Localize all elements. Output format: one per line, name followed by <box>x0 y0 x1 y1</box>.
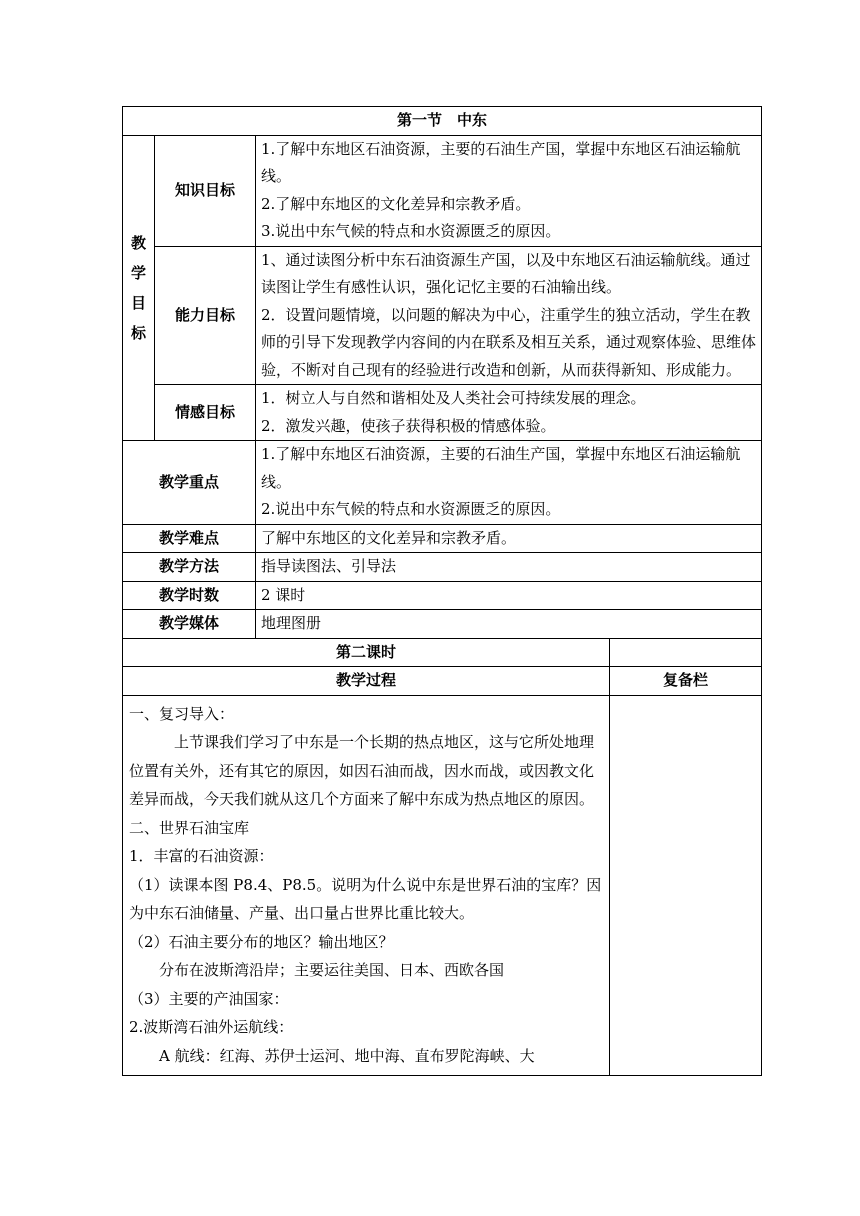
lesson-plan-page <box>122 106 761 1076</box>
hours-label: 教学时数 <box>123 581 256 610</box>
hours-value: 2 课时 <box>256 581 762 610</box>
knowledge-objective-label: 知识目标 <box>155 135 256 246</box>
difficulty-value: 了解中东地区的文化差异和宗教矛盾。 <box>256 524 762 553</box>
method-value: 指导读图法、引导法 <box>256 553 762 582</box>
process-header: 教学过程 <box>123 667 610 696</box>
section2-title: 二、世界石油宝库 <box>129 818 250 837</box>
item1: 1．丰富的石油资源： <box>129 847 274 865</box>
emotion-objective-content: 1．树立人与自然和谐相处及人类社会可持续发展的理念。 2．激发兴趣，使孩子获得积极的情感体验。 <box>256 385 762 441</box>
difficulty-label: 教学难点 <box>123 524 256 553</box>
page-title: 第一节 中东 <box>123 107 762 136</box>
key-points-label: 教学重点 <box>123 441 256 525</box>
process-content <box>123 695 610 1075</box>
lesson-notes-cell <box>610 638 762 667</box>
media-label: 教学媒体 <box>123 610 256 639</box>
objectives-group-label: 教 学 目 标 <box>123 135 155 441</box>
question-1: （1）读课本图 P8.4、P8.5。说明为什么说中东是世界石油的宝库？因为中东石油储量、产量、出口量占世界比重比较大。 <box>129 875 602 922</box>
review-text: 上节课我们学习了中东是一个长期的热点地区，这与它所处地理位置有关外，还有其它的原因，如因石油而战，因水而战，或因教文化差异而战，今天我们就从这几个方面来了解中东成为热点地区的原因。 <box>129 733 595 808</box>
emotion-objective-label: 情感目标 <box>155 385 256 441</box>
route-a: A 航线：红海、苏伊士运河、地中海、直布罗陀海峡、大 <box>159 1046 535 1065</box>
media-value: 地理图册 <box>256 610 762 639</box>
lesson-label: 第二课时 <box>123 638 610 667</box>
lesson-plan-table <box>122 106 762 1076</box>
knowledge-objective-content: 1.了解中东地区石油资源，主要的石油生产国，掌握中东地区石油运输航线。 2.了解中东地区的文化差异和宗教矛盾。 3.说出中东气候的特点和水资源匮乏的原因。 <box>256 135 762 246</box>
question-2: （2）石油主要分布的地区？输出地区？ <box>129 932 394 951</box>
method-label: 教学方法 <box>123 553 256 582</box>
question-2-answer: 分布在波斯湾沿岸；主要运往美国、日本、西欧各国 <box>159 961 505 979</box>
review-title: 一、复习导入： <box>129 704 235 723</box>
key-points-content: 1.了解中东地区石油资源，主要的石油生产国，掌握中东地区石油运输航线。 2.说出中东气候的特点和水资源匮乏的原因。 <box>256 441 762 525</box>
ability-objective-label: 能力目标 <box>155 246 256 385</box>
notes-column <box>610 695 762 1075</box>
question-3: （3）主要的产油国家： <box>129 989 289 1008</box>
ability-objective-content: 1、通过读图分析中东石油资源生产国，以及中东地区石油运输航线。通过读图让学生有感性认识，强化记忆主要的石油输出线。 2．设置问题情境，以问题的解决为中心，注重学生的独立活动，学生在教师的引导下发现教学内容间的内在联系及相互关系，通过观察体验、思维体验，不断对自己现有的经验进行改造和创新，从而获得新知、形成能力。 <box>256 246 762 385</box>
item2: 2.波斯湾石油外运航线： <box>129 1018 294 1036</box>
notes-header: 复备栏 <box>610 667 762 696</box>
